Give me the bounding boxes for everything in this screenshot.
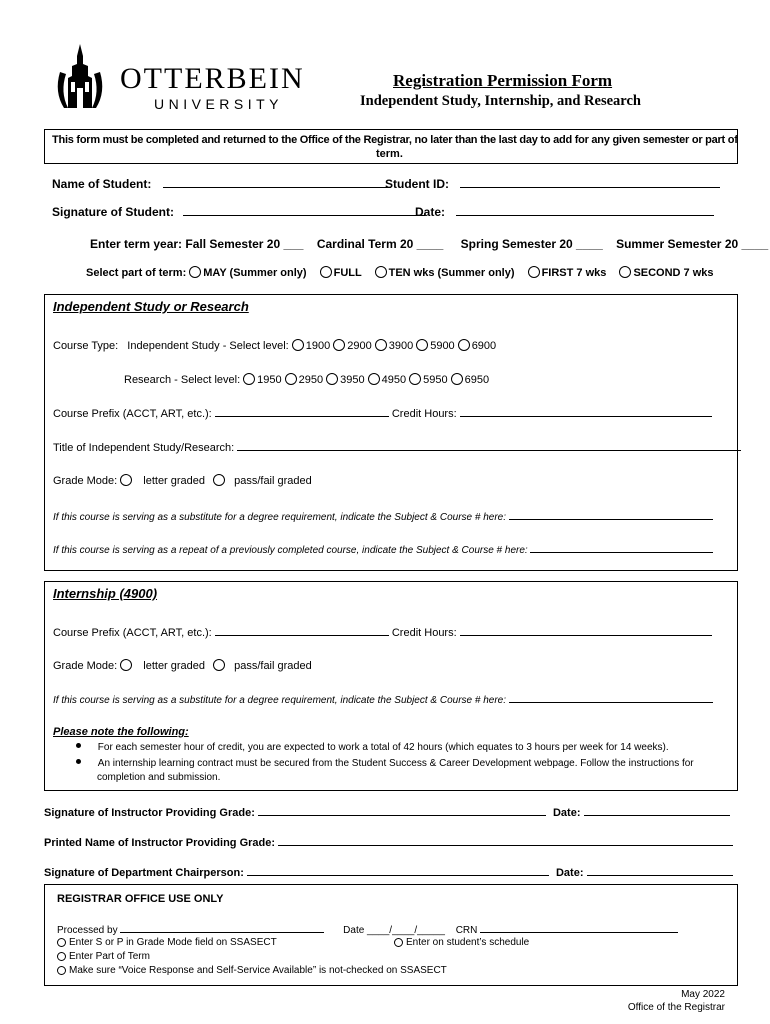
instructor-name-row xyxy=(44,836,733,849)
indep-repeat-row xyxy=(53,543,713,556)
chair-date-field[interactable] xyxy=(587,866,733,876)
chair-signature-row xyxy=(44,866,733,879)
intern-grade-row xyxy=(53,659,312,672)
indep-letter-label: letter graded xyxy=(143,475,206,487)
registrar-item-3 xyxy=(57,951,150,962)
instructor-name-field[interactable] xyxy=(278,836,733,846)
term-year-prompt: Enter term year: xyxy=(90,237,183,251)
note-1-text: For each semester hour of credit, you are expected to work a total of 42 hours (which equates to 3 hours per week for 14 weeks). xyxy=(97,742,669,753)
research-6950-radio[interactable] xyxy=(451,373,463,385)
student-id-field[interactable] xyxy=(460,178,720,188)
indep-title-field[interactable] xyxy=(237,441,741,451)
name-label: Name of Student: xyxy=(52,177,152,191)
research-1950-radio[interactable] xyxy=(243,373,255,385)
date-label: Date: xyxy=(415,205,446,219)
ten-wks-option-label: TEN wks (Summer only) xyxy=(388,267,515,279)
instructor-name-label: Printed Name of Instructor Providing Grade: xyxy=(44,837,276,849)
cardinal-term-field[interactable]: Cardinal Term 20 ____ xyxy=(316,237,444,251)
indep-letter-radio[interactable] xyxy=(120,474,132,486)
processed-by-row xyxy=(57,923,678,936)
indep-5900-label: 5900 xyxy=(430,340,455,352)
indep-pass-radio[interactable] xyxy=(213,474,225,486)
notice-line-2: term. xyxy=(376,148,403,160)
indep-repeat-text: If this course is serving as a repeat of a previously completed course, indicate the Subject & Course # here: xyxy=(53,545,528,556)
student-date-row xyxy=(415,205,714,219)
intern-substitute-text: If this course is serving as a substitute for a degree requirement, indicate the Subject & Course # here: xyxy=(53,695,507,706)
form-title: Registration Permission Form xyxy=(393,71,613,90)
bullet-icon xyxy=(76,743,81,748)
indep-3900-radio[interactable] xyxy=(375,339,387,351)
crn-label: CRN xyxy=(455,925,478,936)
part-of-term-check[interactable] xyxy=(57,952,66,961)
indep-pass-label: pass/fail graded xyxy=(234,475,312,487)
research-2950-radio[interactable] xyxy=(285,373,297,385)
intern-credit-field[interactable] xyxy=(460,626,712,636)
notice-line-1: This form must be completed and returned to the Office of the Registrar, no later than the last day to add for any given semester or part of xyxy=(52,134,738,146)
course-type-row xyxy=(53,339,496,352)
otterbein-logo xyxy=(50,42,305,114)
intern-prefix-row xyxy=(53,626,712,639)
indep-1900-label: 1900 xyxy=(305,340,331,352)
student-date-field[interactable] xyxy=(456,206,714,216)
chair-signature-field[interactable] xyxy=(247,866,549,876)
instructor-signature-label: Signature of Instructor Providing Grade: xyxy=(44,807,255,819)
intern-grade-label: Grade Mode: xyxy=(53,660,118,672)
intern-pass-radio[interactable] xyxy=(213,659,225,671)
indep-3900-label: 3900 xyxy=(388,340,414,352)
logo-subtitle: UNIVERSITY xyxy=(154,96,284,112)
footer-date: May 2022 xyxy=(681,989,725,1000)
otterbein-crest-icon xyxy=(50,42,110,112)
spring-semester-field[interactable]: Spring Semester 20 ____ xyxy=(460,237,603,251)
research-6950-label: 6950 xyxy=(464,374,490,386)
student-name-row xyxy=(52,177,391,191)
registrar-item-2 xyxy=(394,937,529,948)
research-2950-label: 2950 xyxy=(298,374,324,386)
research-3950-radio[interactable] xyxy=(326,373,338,385)
indep-grade-label: Grade Mode: xyxy=(53,475,118,487)
instructor-signature-row xyxy=(44,806,730,819)
independent-study-section xyxy=(44,294,738,571)
note-2-text-b: completion and submission. xyxy=(97,772,221,783)
instructor-date-label: Date: xyxy=(552,807,581,819)
full-radio[interactable] xyxy=(320,266,332,278)
indep-substitute-row xyxy=(53,510,713,523)
registrar-item-4 xyxy=(57,965,447,976)
registrar-item-4-text: Make sure “Voice Response and Self-Service Available” is not-checked on SSASECT xyxy=(69,965,447,976)
indep-6900-radio[interactable] xyxy=(458,339,470,351)
research-3950-label: 3950 xyxy=(340,374,365,386)
registrar-date-field[interactable]: Date ____/____/_____ xyxy=(343,925,445,936)
grade-mode-check[interactable] xyxy=(57,938,66,947)
indep-prefix-field[interactable] xyxy=(215,407,389,417)
research-4950-label: 4950 xyxy=(381,374,407,386)
internship-heading: Internship (4900) xyxy=(53,586,158,601)
research-level-label: Research - Select level: xyxy=(124,374,241,386)
intern-prefix-field[interactable] xyxy=(215,626,389,636)
instructor-date-field[interactable] xyxy=(584,806,730,816)
may-radio[interactable] xyxy=(189,266,201,278)
indep-prefix-row xyxy=(53,407,712,420)
full-option-label: FULL xyxy=(333,267,362,279)
first-7-wks-option-label: FIRST 7 wks xyxy=(541,267,607,279)
independent-study-heading: Independent Study or Research xyxy=(53,299,249,314)
intern-pass-label: pass/fail graded xyxy=(234,660,312,672)
intern-credit-label: Credit Hours: xyxy=(391,627,457,639)
note-item-1 xyxy=(76,742,669,753)
intern-letter-radio[interactable] xyxy=(120,659,132,671)
indep-repeat-field[interactable] xyxy=(530,543,713,553)
student-name-field[interactable] xyxy=(163,178,391,188)
research-4950-radio[interactable] xyxy=(368,373,380,385)
indep-credit-field[interactable] xyxy=(460,407,712,417)
research-5950-radio[interactable] xyxy=(409,373,421,385)
signature-label: Signature of Student: xyxy=(52,205,174,219)
indep-level-label: Independent Study - Select level: xyxy=(127,340,289,352)
indep-2900-radio[interactable] xyxy=(333,339,345,351)
indep-substitute-text: If this course is serving as a substitute for a degree requirement, indicate the Subject & Course # here: xyxy=(53,512,507,523)
research-5950-label: 5950 xyxy=(423,374,448,386)
term-year-row xyxy=(90,237,768,251)
registrar-item-2-text: Enter on student’s schedule xyxy=(406,937,530,948)
indep-substitute-field[interactable] xyxy=(509,510,713,520)
indep-5900-radio[interactable] xyxy=(416,339,428,351)
student-signature-row xyxy=(52,205,425,219)
note-heading: Please note the following: xyxy=(53,726,189,738)
part-of-term-label: Select part of term: xyxy=(86,267,187,279)
indep-1900-radio[interactable] xyxy=(292,339,304,351)
note-2-text-a: An internship learning contract must be secured from the Student Success & Career Development webpage. Follow the instructions for xyxy=(97,758,694,769)
note-item-2 xyxy=(76,758,694,769)
intern-substitute-row xyxy=(53,693,713,706)
processed-by-label: Processed by xyxy=(57,925,118,936)
research-row xyxy=(124,373,489,386)
intern-letter-label: letter graded xyxy=(143,660,206,672)
registrar-item-1 xyxy=(57,937,277,948)
voice-response-check[interactable] xyxy=(57,966,66,975)
first-7-wks-radio[interactable] xyxy=(528,266,540,278)
indep-2900-label: 2900 xyxy=(347,340,372,352)
schedule-check[interactable] xyxy=(394,938,403,947)
indep-prefix-label: Course Prefix (ACCT, ART, etc.): xyxy=(53,408,212,420)
student-id-row xyxy=(385,177,720,191)
indep-grade-row xyxy=(53,474,312,487)
second-7-wks-radio[interactable] xyxy=(619,266,631,278)
processed-by-field[interactable] xyxy=(120,923,324,933)
crn-field[interactable] xyxy=(480,923,678,933)
may-option-label: MAY (Summer only) xyxy=(203,267,307,279)
indep-title-label: Title of Independent Study/Research: xyxy=(53,442,235,454)
course-type-label: Course Type: xyxy=(53,340,119,352)
second-7-wks-option-label: SECOND 7 wks xyxy=(633,267,714,279)
indep-6900-label: 6900 xyxy=(471,340,497,352)
footer-office: Office of the Registrar xyxy=(627,1002,725,1013)
registrar-item-1-text: Enter S or P in Grade Mode field on SSASECT xyxy=(69,937,277,948)
intern-substitute-field[interactable] xyxy=(509,693,713,703)
registrar-heading: REGISTRAR OFFICE USE ONLY xyxy=(57,893,224,905)
form-subtitle: Independent Study, Internship, and Research xyxy=(360,93,641,109)
indep-credit-label: Credit Hours: xyxy=(391,408,457,420)
chair-date-label: Date: xyxy=(555,867,584,879)
summer-semester-field[interactable]: Summer Semester 20 ____ xyxy=(616,237,769,251)
part-of-term-row xyxy=(86,266,714,279)
chair-signature-label: Signature of Department Chairperson: xyxy=(44,867,244,879)
registrar-item-3-text: Enter Part of Term xyxy=(69,951,150,962)
student-signature-field[interactable] xyxy=(183,206,425,216)
bullet-icon xyxy=(76,759,81,764)
intern-prefix-label: Course Prefix (ACCT, ART, etc.): xyxy=(53,627,212,639)
logo-wordmark: OTTERBEIN xyxy=(120,62,305,95)
ten-wks-radio[interactable] xyxy=(375,266,387,278)
student-id-label: Student ID: xyxy=(385,177,449,191)
research-1950-label: 1950 xyxy=(257,374,282,386)
instructor-signature-field[interactable] xyxy=(258,806,546,816)
indep-title-row xyxy=(53,441,741,454)
fall-semester-field[interactable]: Fall Semester 20 ___ xyxy=(185,237,304,251)
